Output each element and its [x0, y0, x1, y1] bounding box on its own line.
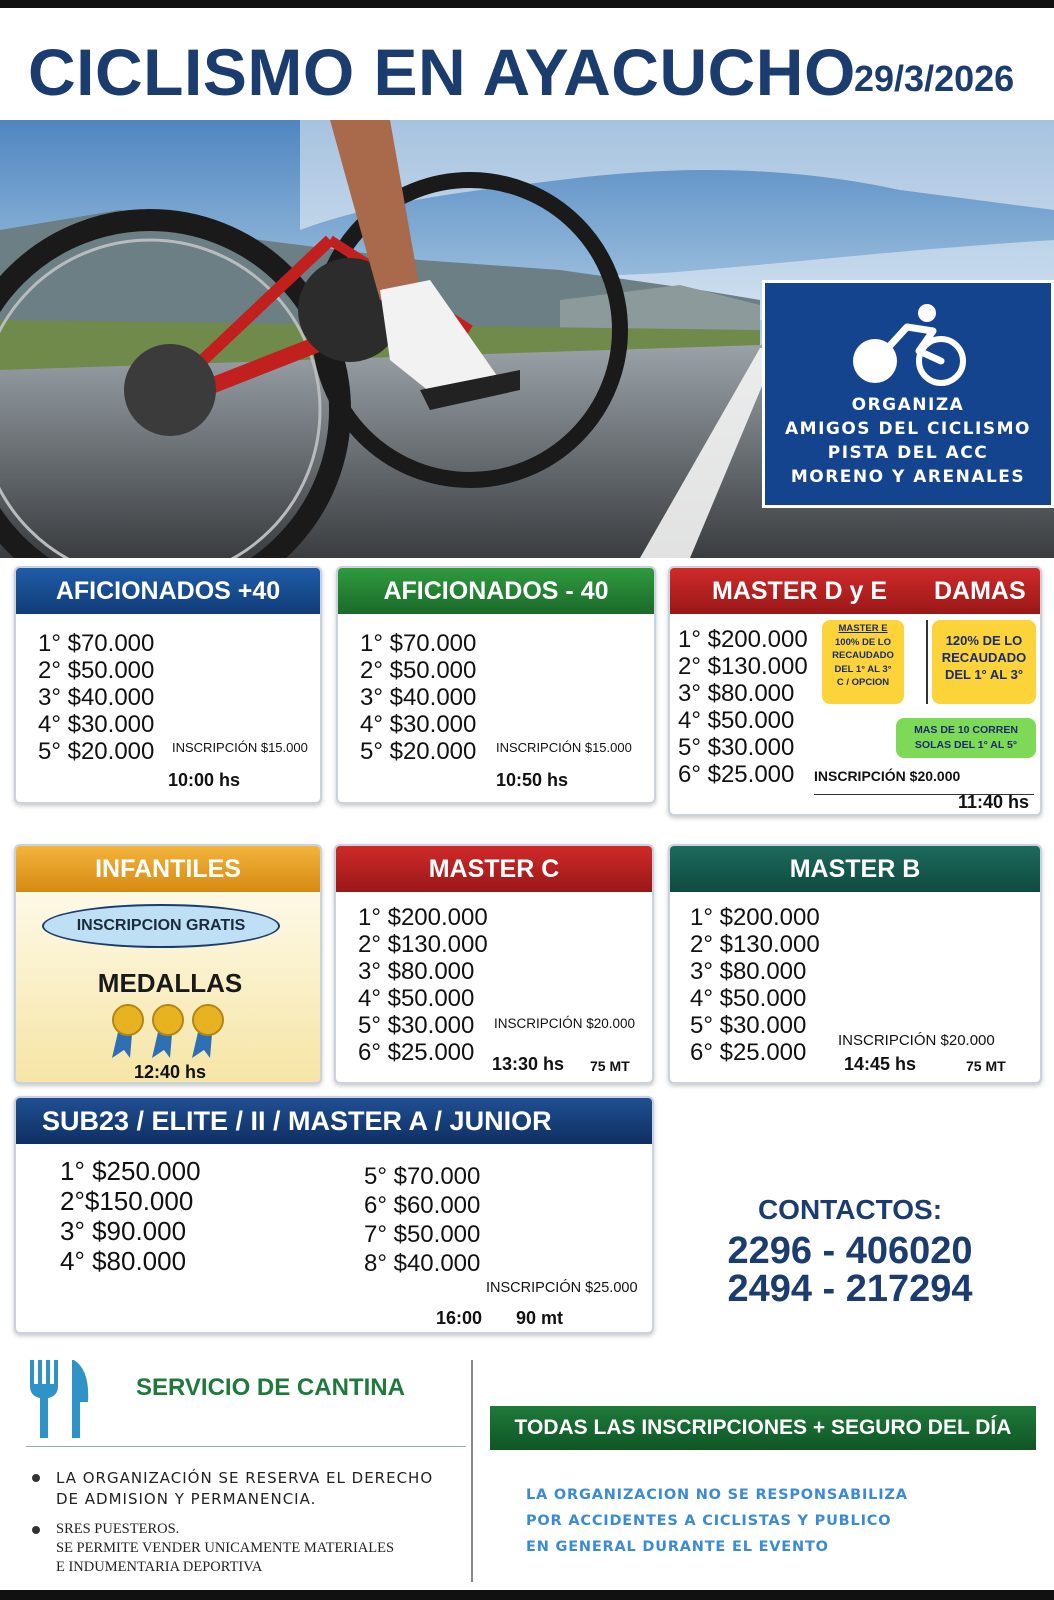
rule-line: LA ORGANIZACIÓN SE RESERVA EL DERECHO: [56, 1469, 434, 1487]
cantina-divider: [26, 1446, 466, 1447]
card-elite: [14, 1096, 654, 1334]
start-time: 11:40 hs: [958, 792, 1030, 812]
poster-title: CICLISMO EN AYACUCHO: [28, 35, 856, 109]
prize-item: 4° $30.000: [360, 711, 477, 738]
prize-item: 1° $200.000: [358, 904, 488, 931]
rule-item: [32, 1520, 472, 1582]
prize-item: 4° $50.000: [678, 707, 795, 734]
card-title: SUB23 / ELITE / II / MASTER A / JUNIOR: [16, 1098, 652, 1144]
race-distance: 75 MT: [590, 1058, 630, 1074]
disclaimer-line: LA ORGANIZACION NO SE RESPONSABILIZA: [526, 1487, 908, 1503]
prize-item: 5° $30.000: [678, 734, 795, 761]
inscription-fee: INSCRIPCIÓN $25.000: [486, 1280, 638, 1296]
note-line: 100% DE LO: [835, 636, 891, 648]
card-aficionados-minus40: [336, 566, 656, 804]
rule-item: [32, 1468, 472, 1512]
organizer-text: [765, 393, 1051, 489]
card-master-b: [668, 844, 1042, 1084]
prize-item: 5° $20.000: [360, 738, 477, 765]
bullet-icon: [32, 1526, 40, 1534]
prize-list: [360, 630, 476, 765]
prize-item: 8° $40.000: [364, 1250, 481, 1277]
phone-number: 2494 - 217294: [727, 1268, 973, 1310]
inscription-fee: INSCRIPCIÓN $20.000: [814, 768, 961, 784]
prize-item: 3° $40.000: [360, 684, 477, 711]
prize-item: 2° $130.000: [690, 931, 820, 958]
prize-list: [358, 904, 488, 1066]
prize-item: 2° $130.000: [678, 653, 808, 680]
contacts-label: CONTACTOS:: [757, 1194, 943, 1225]
prize-list: [690, 904, 820, 1066]
prize-item: 4° $50.000: [358, 985, 475, 1012]
organizer-line: AMIGOS DEL CICLISMO: [785, 419, 1031, 439]
fork-knife-icon: [24, 1356, 94, 1442]
card-title: AFICIONADOS - 40: [338, 568, 654, 614]
inscription-fee: INSCRIPCIÓN $15.000: [496, 740, 632, 755]
prize-item: 6° $25.000: [690, 1039, 807, 1066]
start-time: 14:45 hs: [844, 1054, 917, 1074]
start-time: 12:40 hs: [134, 1062, 207, 1082]
prize-item: 2° $50.000: [360, 657, 477, 684]
prize-item: 6° $60.000: [364, 1192, 481, 1219]
card-title: INFANTILES: [16, 846, 320, 892]
card-infantiles: [14, 844, 322, 1084]
cantina-title: SERVICIO DE CANTINA: [136, 1374, 405, 1401]
card-master-c: [334, 844, 654, 1084]
rule-line: DE ADMISION Y PERMANENCIA.: [56, 1490, 317, 1508]
inscription-fee: INSCRIPCIÓN $15.000: [172, 740, 308, 755]
card-title: MASTER B: [670, 846, 1040, 892]
card-aficionados-plus40: [14, 566, 322, 804]
prize-item: 5° $70.000: [364, 1163, 481, 1190]
organizer-line: MORENO Y ARENALES: [790, 467, 1026, 487]
note-damas: [932, 620, 1036, 704]
organizer-box: [762, 280, 1054, 508]
card-title: AFICIONADOS +40: [16, 568, 320, 614]
disclaimer-line: POR ACCIDENTES A CICLISTAS Y PUBLICO: [526, 1513, 892, 1529]
prize-item: 5° $30.000: [690, 1012, 807, 1039]
rule-text: [56, 1520, 394, 1577]
bottom-border: [0, 1590, 1054, 1600]
prize-item: 1° $200.000: [678, 626, 808, 653]
organizer-line: ORGANIZA: [851, 395, 965, 415]
disclaimer: [526, 1482, 908, 1560]
rule-line: SRES PUESTEROS.: [56, 1521, 180, 1537]
note-line: RECAUDADO: [832, 650, 894, 661]
note-line: SOLAS DEL 1° AL 5°: [914, 739, 1018, 751]
card-title-bar: [670, 568, 1040, 614]
note-line: DEL 1° AL 3°: [834, 663, 892, 675]
medals-label: MEDALLAS: [97, 968, 243, 998]
prize-item: 3° $80.000: [678, 680, 795, 707]
card-title-damas: DAMAS: [934, 577, 1026, 605]
note-line: MASTER E: [838, 623, 888, 634]
note-divider: [926, 620, 928, 704]
prize-item: 4° $80.000: [60, 1246, 187, 1276]
medals-icon: [110, 1004, 230, 1060]
prize-item: 1° $250.000: [60, 1156, 201, 1186]
poster-header: [0, 8, 1054, 120]
prize-item: 6° $25.000: [358, 1039, 475, 1066]
prize-item: 2°$150.000: [60, 1186, 194, 1216]
prize-item: 1° $70.000: [38, 630, 155, 657]
card-title: MASTER C: [336, 846, 652, 892]
prize-item: 6° $25.000: [678, 761, 795, 788]
start-time: 10:00 hs: [168, 770, 241, 790]
note-line: DEL 1° AL 3°: [944, 667, 1024, 682]
prize-item: 3° $80.000: [690, 958, 807, 985]
prize-item: 4° $30.000: [38, 711, 155, 738]
rule-line: SE PERMITE VENDER UNICAMENTE MATERIALES: [56, 1540, 395, 1556]
note-line: 120% DE LO: [945, 633, 1023, 648]
start-time: 16:00: [436, 1308, 483, 1328]
prize-item: 7° $50.000: [364, 1221, 481, 1248]
prize-list: [678, 626, 808, 788]
prize-list-right: [364, 1162, 480, 1278]
prize-item: 2° $50.000: [38, 657, 155, 684]
prize-item: 3° $80.000: [358, 958, 475, 985]
prize-item: 5° $30.000: [358, 1012, 475, 1039]
note-master-e: [822, 620, 904, 704]
start-time: 13:30 hs: [492, 1054, 565, 1074]
prize-item: 2° $130.000: [358, 931, 488, 958]
prize-list-left: [60, 1156, 201, 1276]
prize-item: 1° $200.000: [690, 904, 820, 931]
prize-item: 1° $70.000: [360, 630, 477, 657]
prize-item: 4° $50.000: [690, 985, 807, 1012]
note-line: C / OPCION: [836, 677, 890, 688]
infantiles-body: [16, 892, 320, 1084]
prize-item: 3° $40.000: [38, 684, 155, 711]
cyclist-logo-icon: [845, 299, 975, 389]
free-inscription-badge: INSCRIPCION GRATIS: [42, 904, 280, 948]
prize-item: 3° $90.000: [60, 1216, 187, 1246]
prize-list: [38, 630, 154, 765]
bullet-icon: [32, 1474, 40, 1482]
disclaimer-line: EN GENERAL DURANTE EL EVENTO: [526, 1539, 829, 1555]
organizer-line: PISTA DEL ACC: [827, 443, 989, 463]
inscriptions-banner: TODAS LAS INSCRIPCIONES + SEGURO DEL DÍA: [490, 1406, 1036, 1450]
note-green: [896, 718, 1036, 758]
inscription-fee: INSCRIPCIÓN $20.000: [838, 1032, 995, 1049]
contacts-block: [700, 1194, 1000, 1308]
inscription-fee: INSCRIPCIÓN $20.000: [494, 1016, 636, 1031]
prize-item: 5° $20.000: [38, 738, 155, 765]
rule-line: E INDUMENTARIA DEPORTIVA: [56, 1559, 263, 1575]
card-title: MASTER D y E: [712, 577, 888, 605]
race-distance: 90 mt: [516, 1308, 564, 1328]
note-line: MAS DE 10 CORREN: [914, 724, 1018, 736]
phone-number: 2296 - 406020: [727, 1230, 973, 1272]
race-distance: 75 MT: [966, 1058, 1006, 1074]
rule-text: [56, 1468, 433, 1510]
note-line: RECAUDADO: [941, 650, 1027, 665]
card-master-de-damas: [668, 566, 1042, 816]
start-time: 10:50 hs: [496, 770, 569, 790]
top-border: [0, 0, 1054, 8]
event-date: 29/3/2026: [854, 58, 1015, 99]
